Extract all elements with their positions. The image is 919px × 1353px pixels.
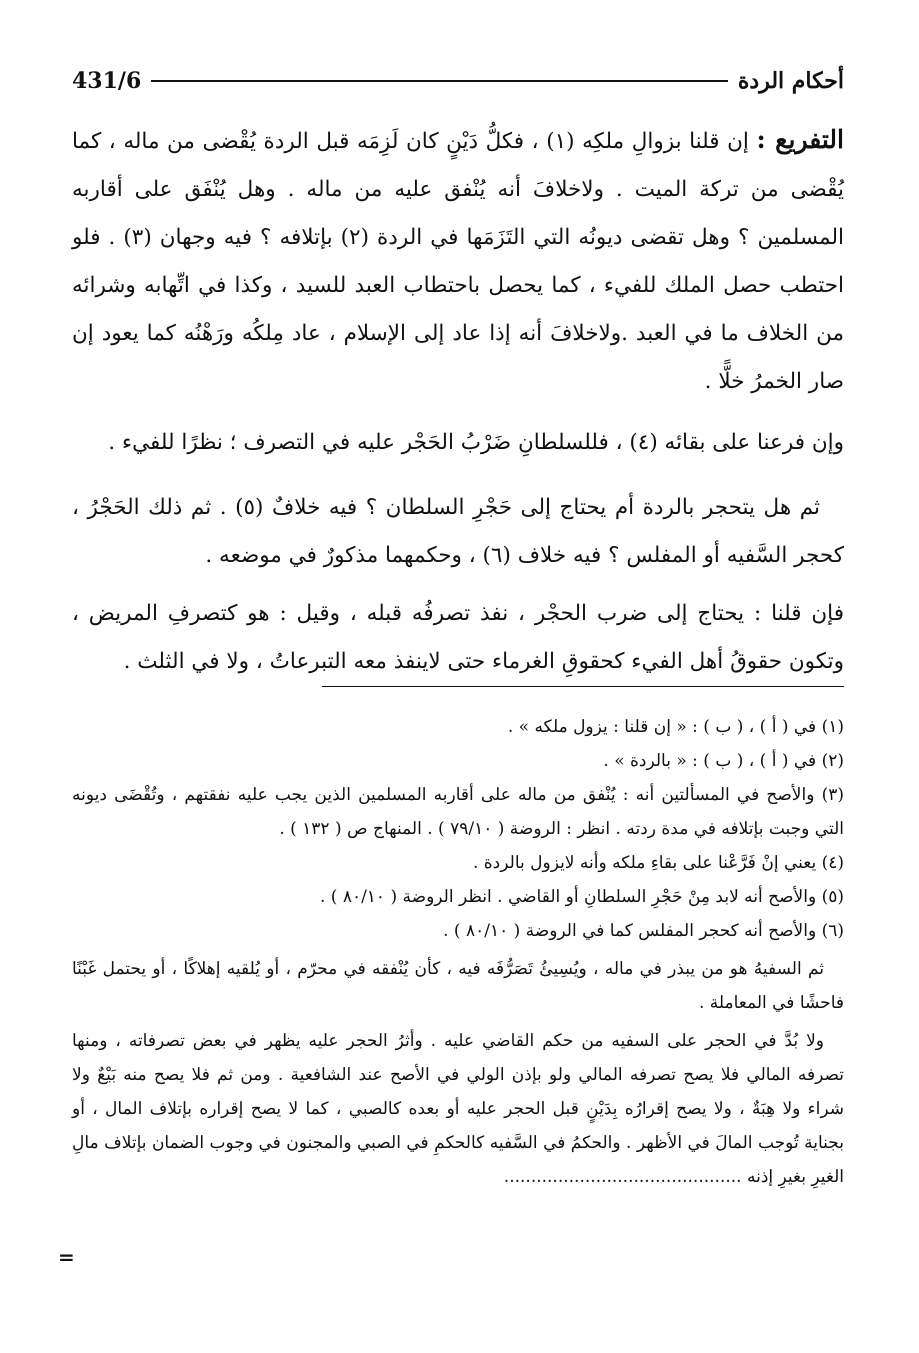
paragraph-4: فإن قلنا : يحتاج إلى ضرب الحجْر ، نفذ تصرفُه قبله ، وقيل : هو كتصرفِ المريض ، وتكون حقوقُ أهل الفيء كحقوقِ الغرماء حتى لاينفذ معه التبرعاتُ ، ولا في الثلث . bbox=[72, 601, 844, 674]
footnote-5: (٥) والأصح أنه لابد مِنْ حَجْرِ السلطانِ أو القاضي . انظر الروضة ( ٨٠/١٠ ) . bbox=[319, 887, 844, 907]
main-text-2 bbox=[72, 419, 844, 467]
footnote-2: (٢) في ( أ ) ، ( ب ) : « بالردة » . bbox=[603, 751, 844, 771]
footnote-1: (١) في ( أ ) ، ( ب ) : « إن قلنا : يزول ملكه » . bbox=[507, 717, 844, 737]
section-lead: التفريع : bbox=[756, 125, 844, 154]
paragraph-tafri bbox=[72, 116, 844, 406]
footnote-3: (٣) والأصح في المسألتين أنه : يُنْفق من ماله على أقاربه المسلمين الذين يجب عليه نفقتهم ، وتُقْضَى ديونه التي وجبت بإتلافه في مدة ردته . انظر : الروضة ( ٧٩/١٠ ) . المنهاج ص ( ١٣٢ ) . bbox=[72, 785, 844, 839]
paragraph-1-text: إن قلنا بزوالِ ملكِه (١) ، فكلُّ دَيْنٍ كان لَزِمَه قبل الردة يُقْضى من ماله ، كما يُقْضى من تركة الميت . ولاخلافَ أنه يُنْفق عليه من ماله . وهل يُنْفَق على أقاربه المسلمين ؟ وهل تقضى ديونُه التي التَزَمَها في الردة (٢) بإتلافه ؟ فيه وجهان (٣) . فلو احتطب حصل الملك للفيء ، كما يحصل باحتطاب العبد للسيد ، وكذا في اتِّهابه وشرائه من الخلاف ما في العبد .ولاخلافَ أنه إذا عاد إلى الإسلام ، عاد مِلكُه ورَهْنُه كما يعود إن صار الخمرُ خلًّا . bbox=[72, 129, 844, 394]
paragraph-2: وإن فرعنا على بقائه (٤) ، فللسلطانِ ضَرْبُ الحَجْر عليه في التصرف ؛ نظرًا للفيء . bbox=[108, 430, 844, 455]
footnotes bbox=[72, 710, 844, 1194]
footnote-note-hajr-text: ولا بُدَّ في الحجر على السفيه من حكم القاضي عليه . وأثرُ الحجر عليه يظهر في بعض تصرفاته ، ومنها تصرفه المالي فلا يصح تصرفه المالي ولو بإذن الولي في الأصح عند الشافعية . ومن ثم فلا يصح منه بَيْعٌ ولا شراء ولا هِبَةٌ ، ولا يصح إقرارُه بِدَيْنٍ قبل الحجر عليه أو بعده كالصبي ، كما لا يصح إقراره بإتلاف المال ، أو بجناية تُوجب المالَ في الأظهر . والحكمُ في السَّفيه كالحكمِ في الصبي والمجنون في وجوب الضمان بإتلاف مالِ الغيرِ بغيرِ إذنه bbox=[72, 1031, 844, 1187]
footnote-note-safih: ثم السفيهُ هو من يبذر في ماله ، ويُسِيئُ تَصَرُّفَه فيه ، كأن يُنْفقه في محرّم ، أو يُلقيه إهلاكًا ، أو يحتمل غَبْنًا فاحشًا في المعاملة . bbox=[72, 959, 844, 1013]
main-text-4 bbox=[72, 590, 844, 686]
paragraph-3: ثم هل يتحجر بالردة أم يحتاج إلى حَجْرِ السلطان ؟ فيه خلافٌ (٥) . ثم ذلك الحَجْرُ ، كحجر السَّفيه أو المفلس ؟ فيه خلاف (٦) ، وحكمهما مذكورٌ في موضعه . bbox=[72, 495, 844, 568]
page-number: 431/6 bbox=[72, 68, 142, 94]
footnote-6: (٦) والأصح أنه كحجر المفلس كما في الروضة ( ٨٠/١٠ ) . bbox=[443, 921, 844, 941]
running-title: أحكام الردة bbox=[737, 68, 844, 94]
header-rule bbox=[151, 80, 728, 82]
footnote-4: (٤) يعني إنْ فَرَّعْنا على بقاءِ ملكه وأنه لايزول بالردة . bbox=[472, 853, 844, 873]
continuation-mark: = bbox=[58, 1245, 75, 1269]
footnote-note-hajr bbox=[72, 1024, 844, 1194]
main-text bbox=[72, 116, 844, 406]
continuation-dots: ............................................ bbox=[503, 1167, 742, 1187]
page-header bbox=[72, 64, 844, 98]
main-text-3 bbox=[72, 484, 844, 580]
footnote-separator bbox=[322, 686, 844, 687]
